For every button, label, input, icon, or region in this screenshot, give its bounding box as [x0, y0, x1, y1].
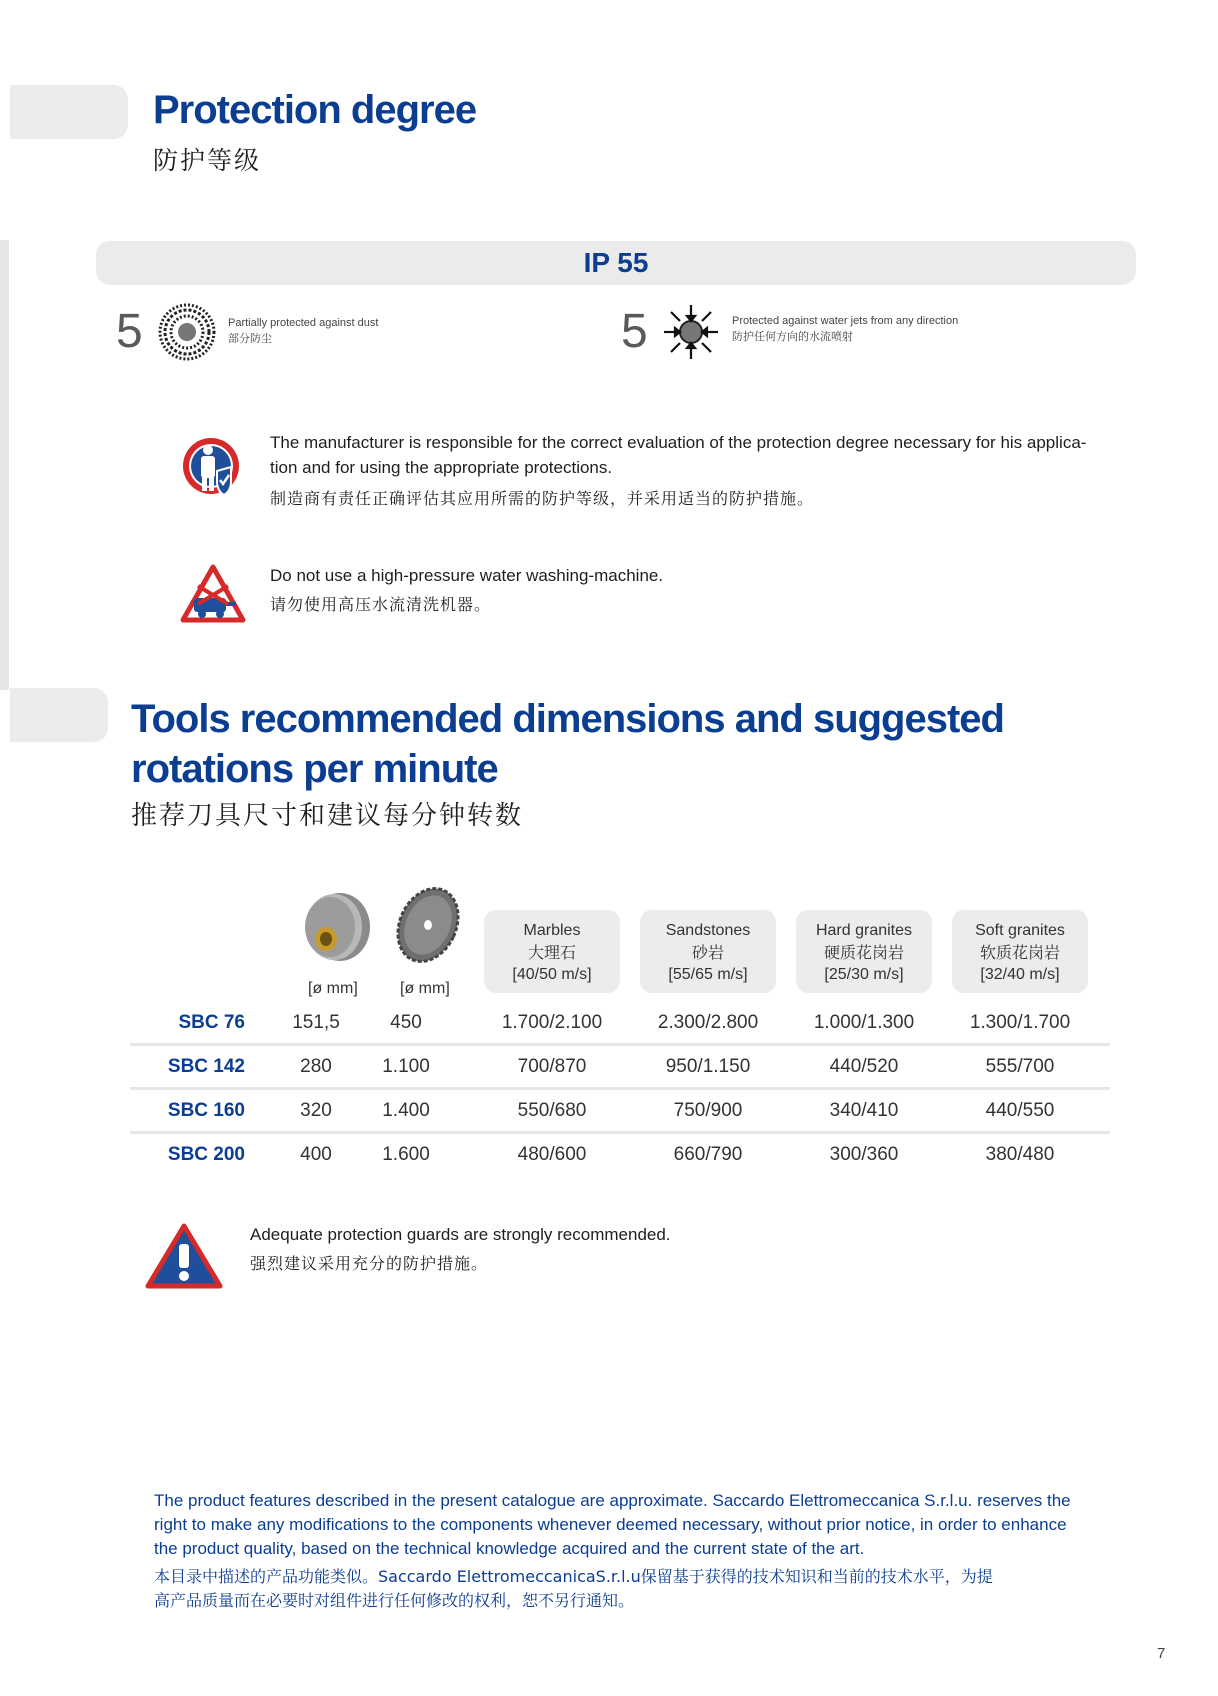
section-tab-2 — [10, 688, 108, 742]
row-divider — [130, 1087, 1110, 1090]
row-sandstones: 750/900 — [673, 1100, 743, 1121]
row-soft: 555/700 — [985, 1056, 1055, 1077]
row-d2: 1.100 — [382, 1056, 430, 1077]
header-marbles — [484, 910, 620, 993]
footer-line-cn2: 高产品质量而在必要时对组件进行任何修改的权利，恕不另行通知。 — [154, 1591, 635, 1610]
dust-digit: 5 — [116, 305, 143, 358]
row-sandstones: 2.300/2.800 — [657, 1012, 759, 1033]
note-responsibility-line1: The manufacturer is responsible for the correct evaluation of the protection degree necessary for his applica- — [270, 433, 1087, 452]
header-soft-granites-name: Soft granites — [975, 922, 1065, 939]
row-divider — [130, 1043, 1110, 1046]
water-text: Protected against water jets from any direction — [732, 315, 959, 327]
dust-icon — [158, 303, 216, 361]
no-pressure-washer-icon — [180, 564, 246, 624]
row-hard: 300/360 — [829, 1144, 899, 1165]
footer-disclaimer — [154, 1489, 1134, 1613]
header-soft-granites-speed: [32/40 m/s] — [980, 966, 1060, 983]
table-row — [130, 1100, 1110, 1144]
note-pressure-washer — [270, 563, 1130, 617]
row-soft: 440/550 — [985, 1100, 1055, 1121]
header-soft-granites — [952, 910, 1088, 993]
row-divider — [130, 1131, 1110, 1134]
row-marbles: 700/870 — [517, 1056, 587, 1077]
note-pressure-washer-cn: 请勿使用高压水流清洗机器。 — [270, 595, 492, 614]
header-sandstones-speed: [55/65 m/s] — [668, 966, 748, 983]
header-hard-granites-name: Hard granites — [815, 922, 913, 939]
grinding-wheel-image — [296, 887, 376, 965]
table-row — [130, 1144, 1110, 1188]
row-d1: 320 — [300, 1100, 332, 1121]
row-marbles: 550/680 — [517, 1100, 587, 1121]
footer-line3: the product quality, based on the technical knowledge acquired and the current state of the art. — [154, 1539, 865, 1558]
row-sandstones: 660/790 — [673, 1144, 743, 1165]
row-marbles: 1.700/2.100 — [501, 1012, 603, 1033]
page-number: 7 — [1157, 1645, 1166, 1662]
header-sandstones-name: Sandstones — [665, 922, 751, 939]
footer-line1: The product features described in the present catalogue are approximate. Saccardo Elettromeccanica S.r.l.u. reserves the — [154, 1491, 1071, 1510]
section2-title-line1: Tools recommended dimensions and suggested — [131, 697, 1004, 741]
note-responsibility-line2: tion and for using the appropriate protections. — [270, 458, 613, 477]
dust-description — [228, 315, 378, 347]
section1-title: Protection degree — [153, 88, 477, 132]
section2-title-line2: rotations per minute — [131, 747, 498, 791]
dust-text: Partially protected against dust — [228, 317, 379, 329]
warning-note — [250, 1222, 1050, 1276]
dust-text-cn: 部分防尘 — [228, 333, 272, 345]
header-marbles-name: Marbles — [523, 922, 581, 939]
footer-line2: right to make any modifications to the components whenever deemed necessary, without prior notice, in order to enhance — [154, 1515, 1067, 1534]
row-d2: 1.400 — [382, 1100, 430, 1121]
table-row — [130, 1012, 1110, 1056]
left-margin-rule-top — [0, 240, 9, 690]
header-sandstones — [640, 910, 776, 993]
row-d2: 1.600 — [382, 1144, 430, 1165]
row-model: SBC 76 — [178, 1012, 245, 1033]
water-digit: 5 — [621, 305, 648, 358]
header-hard-granites — [796, 910, 932, 993]
warning-text-cn: 强烈建议采用充分的防护措施。 — [250, 1254, 489, 1273]
row-hard: 1.000/1.300 — [813, 1012, 915, 1033]
row-d1: 280 — [300, 1056, 332, 1077]
protective-equipment-icon — [181, 433, 243, 501]
row-model: SBC 200 — [167, 1144, 245, 1165]
header-marbles-speed: [40/50 m/s] — [512, 966, 592, 983]
row-hard: 440/520 — [829, 1056, 899, 1077]
unit-label-wheel: [ø mm] — [308, 980, 358, 997]
header-soft-granites-cn: 软质花岗岩 — [979, 943, 1060, 962]
unit-label-disc: [ø mm] — [400, 980, 450, 997]
footer-line-cn1: 本目录中描述的产品功能类似。Saccardo ElettromeccanicaS.r.l.u保留基于获得的技术知识和当前的技术水平，为提 — [154, 1567, 993, 1586]
section-tab-1 — [10, 85, 128, 139]
row-d2: 450 — [390, 1012, 422, 1033]
row-hard: 340/410 — [829, 1100, 899, 1121]
row-soft: 380/480 — [985, 1144, 1055, 1165]
note-responsibility — [270, 430, 1130, 511]
water-jets-icon — [662, 303, 720, 361]
row-d1: 400 — [300, 1144, 332, 1165]
row-sandstones: 950/1.150 — [665, 1056, 751, 1077]
header-hard-granites-speed: [25/30 m/s] — [824, 966, 904, 983]
warning-triangle-icon — [145, 1222, 223, 1290]
note-pressure-washer-line: Do not use a high-pressure water washing-machine. — [270, 566, 664, 585]
row-model: SBC 142 — [167, 1056, 245, 1077]
water-text-cn: 防护任何方向的水流喷射 — [732, 331, 853, 343]
cutting-disc-image — [391, 884, 465, 966]
section2-title — [131, 694, 1004, 794]
section1-title-cn: 防护等级 — [153, 146, 262, 175]
row-model: SBC 160 — [167, 1100, 245, 1121]
header-marbles-cn: 大理石 — [527, 943, 576, 962]
ip-rating-bar — [96, 241, 1136, 285]
header-hard-granites-cn: 硬质花岗岩 — [823, 943, 904, 962]
note-responsibility-cn: 制造商有责任正确评估其应用所需的防护等级，并采用适当的防护措施。 — [270, 489, 815, 508]
water-description — [732, 313, 958, 345]
ip-rating-label: IP 55 — [583, 247, 649, 278]
row-soft: 1.300/1.700 — [969, 1012, 1071, 1033]
header-sandstones-cn: 砂岩 — [691, 943, 724, 962]
table-row — [130, 1056, 1110, 1100]
row-marbles: 480/600 — [517, 1144, 587, 1165]
warning-text: Adequate protection guards are strongly recommended. — [250, 1225, 671, 1244]
row-d1: 151,5 — [292, 1012, 340, 1033]
section2-title-cn: 推荐刀具尺寸和建议每分钟转数 — [131, 801, 524, 831]
